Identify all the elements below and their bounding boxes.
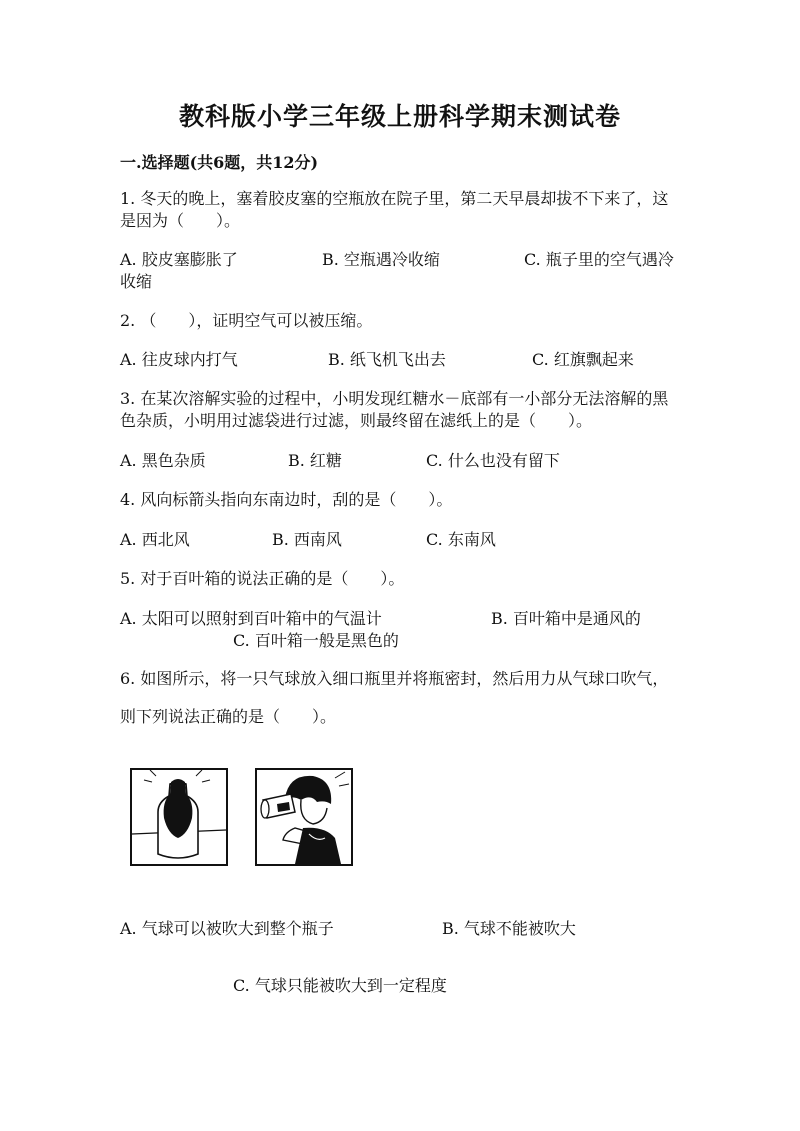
question-1-option-b[interactable]: B. 空瓶遇冷收缩 (322, 250, 440, 269)
question-4-stem: 4. 风向标箭头指向东南边时，刮的是（ ）。 (120, 490, 453, 509)
question-5-option-c[interactable]: C. 百叶箱一般是黑色的 (233, 631, 399, 650)
bottle-illustration (130, 768, 228, 866)
question-6-stem-line1: 6. 如图所示，将一只气球放入细口瓶里并将瓶密封，然后用力从气球口吹气， (120, 669, 669, 688)
question-4-option-c[interactable]: C. 东南风 (426, 530, 496, 549)
question-2-option-a[interactable]: A. 往皮球内打气 (120, 350, 238, 369)
question-3-stem-line2: 色杂质，小明用过滤袋进行过滤，则最终留在滤纸上的是（ ）。 (120, 411, 593, 430)
question-6-stem-line2: 则下列说法正确的是（ ）。 (120, 707, 337, 726)
question-1-stem-line1: 1. 冬天的晚上，塞着胶皮塞的空瓶放在院子里，第二天早晨却拔不下来了，这 (120, 189, 669, 208)
question-1-stem-line2: 是因为（ ）。 (120, 211, 241, 230)
question-4-option-b[interactable]: B. 西南风 (272, 530, 342, 549)
question-3-stem-line1: 3. 在某次溶解实验的过程中，小明发现红糖水－底部有一小部分无法溶解的黑 (120, 389, 669, 408)
question-1-option-a[interactable]: A. 胶皮塞膨胀了 (120, 250, 238, 269)
section-heading: 一.选择题(共6题，共12分) (120, 153, 319, 172)
question-1-option-c[interactable]: C. 瓶子里的空气遇冷 (524, 250, 674, 269)
question-5-stem: 5. 对于百叶箱的说法正确的是（ ）。 (120, 569, 405, 588)
question-3-option-b[interactable]: B. 红糖 (288, 451, 342, 470)
question-5-option-b[interactable]: B. 百叶箱中是通风的 (491, 609, 641, 628)
question-2-option-c[interactable]: C. 红旗飘起来 (532, 350, 634, 369)
question-3-option-a[interactable]: A. 黑色杂质 (120, 451, 206, 470)
child-blowing-figure (255, 768, 353, 866)
bottle-balloon-figure (130, 768, 228, 866)
child-blowing-illustration (255, 768, 353, 866)
question-2-option-b[interactable]: B. 纸飞机飞出去 (328, 350, 446, 369)
page-title: 教科版小学三年级上册科学期末测试卷 (178, 102, 621, 131)
question-2-stem: 2. （ ），证明空气可以被压缩。 (120, 311, 373, 330)
question-6-option-b[interactable]: B. 气球不能被吹大 (442, 919, 576, 938)
question-6-option-a[interactable]: A. 气球可以被吹大到整个瓶子 (120, 919, 334, 938)
question-5-option-a[interactable]: A. 太阳可以照射到百叶箱中的气温计 (120, 609, 382, 628)
question-4-option-a[interactable]: A. 西北风 (120, 530, 190, 549)
question-6-option-c[interactable]: C. 气球只能被吹大到一定程度 (233, 976, 447, 995)
question-3-option-c[interactable]: C. 什么也没有留下 (426, 451, 560, 470)
question-1-option-c-line2: 收缩 (120, 272, 153, 291)
